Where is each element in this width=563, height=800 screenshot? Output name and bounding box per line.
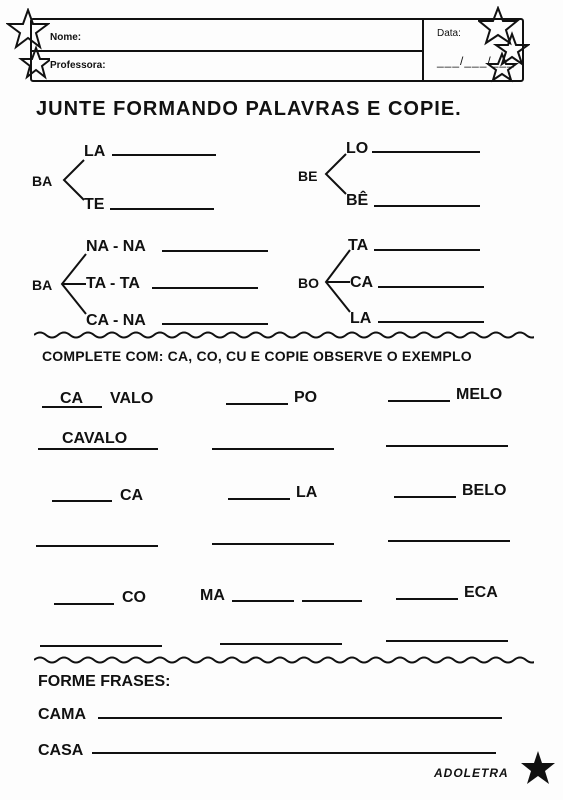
word-co: CO xyxy=(122,589,146,606)
fill-line-ma-2[interactable] xyxy=(302,600,362,602)
header-divider xyxy=(32,50,422,52)
word-po: PO xyxy=(294,389,318,406)
ba-root-2: BA xyxy=(32,277,53,293)
be-bottom-syllable: BÊ xyxy=(346,192,369,209)
answer-line[interactable] xyxy=(220,643,342,645)
sentence-word-cama: CAMA xyxy=(38,706,86,723)
ba-root-1: BA xyxy=(32,173,53,189)
word-belo: BELO xyxy=(462,482,507,499)
fill-line-po[interactable] xyxy=(226,403,288,405)
ba-top-syllable: LA xyxy=(84,143,106,160)
ba-bottom-syllable: TE xyxy=(84,196,105,213)
header-box xyxy=(30,18,524,82)
bo-root: BO xyxy=(298,275,319,291)
bracket-ba-1 xyxy=(60,158,86,202)
example-answer-line xyxy=(38,448,158,450)
sentence-line[interactable] xyxy=(98,717,502,719)
answer-line[interactable] xyxy=(374,205,480,207)
example-word: CAVALO xyxy=(62,430,128,447)
ba-option-a: NA - NA xyxy=(86,238,146,255)
stars-left-decoration xyxy=(6,8,50,88)
fill-line-co[interactable] xyxy=(54,603,114,605)
answer-line[interactable] xyxy=(388,540,510,542)
header-date-separator xyxy=(422,20,424,80)
answer-line[interactable] xyxy=(386,640,508,642)
sentence-line[interactable] xyxy=(92,752,496,754)
example-fill-line xyxy=(42,406,102,408)
ba-option-c: CA - NA xyxy=(86,312,146,329)
be-root: BE xyxy=(298,168,318,184)
fill-line-belo[interactable] xyxy=(394,496,456,498)
answer-line[interactable] xyxy=(162,250,268,252)
stars-right-decoration xyxy=(478,6,530,86)
fill-line-la[interactable] xyxy=(228,498,290,500)
example-fill: CA xyxy=(60,390,84,407)
answer-line[interactable] xyxy=(162,323,268,325)
bo-option-a: TA xyxy=(348,237,369,254)
answer-line[interactable] xyxy=(212,543,334,545)
bracket-ba-2 xyxy=(58,252,88,316)
fill-line-melo[interactable] xyxy=(388,400,450,402)
section3-title: FORME FRASES: xyxy=(38,673,171,690)
word-la: LA xyxy=(296,484,318,501)
fill-line-ca[interactable] xyxy=(52,500,112,502)
wavy-divider xyxy=(34,330,534,340)
word-ca: CA xyxy=(120,487,144,504)
wavy-divider xyxy=(34,655,534,665)
bo-option-c: LA xyxy=(350,310,372,327)
answer-line[interactable] xyxy=(372,151,480,153)
date-label: Data: xyxy=(437,28,461,39)
sentence-word-casa: CASA xyxy=(38,742,84,759)
teacher-label: Professora: xyxy=(50,60,106,71)
date-field: ___/___/___ xyxy=(437,54,515,68)
answer-line[interactable] xyxy=(110,208,214,210)
word-eca: ECA xyxy=(464,584,498,601)
example-suffix: VALO xyxy=(110,390,154,407)
star-badge-icon xyxy=(520,750,556,786)
be-top-syllable: LO xyxy=(346,140,369,157)
answer-line[interactable] xyxy=(40,645,162,647)
answer-line[interactable] xyxy=(112,154,216,156)
word-melo: MELO xyxy=(456,386,503,403)
answer-line[interactable] xyxy=(152,287,258,289)
bracket-be xyxy=(322,152,348,196)
fill-line-eca[interactable] xyxy=(396,598,458,600)
ba-option-b: TA - TA xyxy=(86,275,140,292)
name-label: Nome: xyxy=(50,32,82,43)
answer-line[interactable] xyxy=(374,249,480,251)
answer-line[interactable] xyxy=(212,448,334,450)
bo-option-b: CA xyxy=(350,274,374,291)
bracket-bo xyxy=(322,248,352,314)
answer-line[interactable] xyxy=(378,286,484,288)
answer-line[interactable] xyxy=(378,321,484,323)
word-ma: MA xyxy=(200,587,225,604)
page-title: JUNTE FORMANDO PALAVRAS E COPIE. xyxy=(36,98,462,120)
answer-line[interactable] xyxy=(36,545,158,547)
brand-logo: ADOLETRA xyxy=(434,766,509,780)
fill-line-ma[interactable] xyxy=(232,600,294,602)
section2-instruction: COMPLETE COM: CA, CO, CU E COPIE OBSERVE O EXEMPLO xyxy=(42,348,472,364)
answer-line[interactable] xyxy=(386,445,508,447)
